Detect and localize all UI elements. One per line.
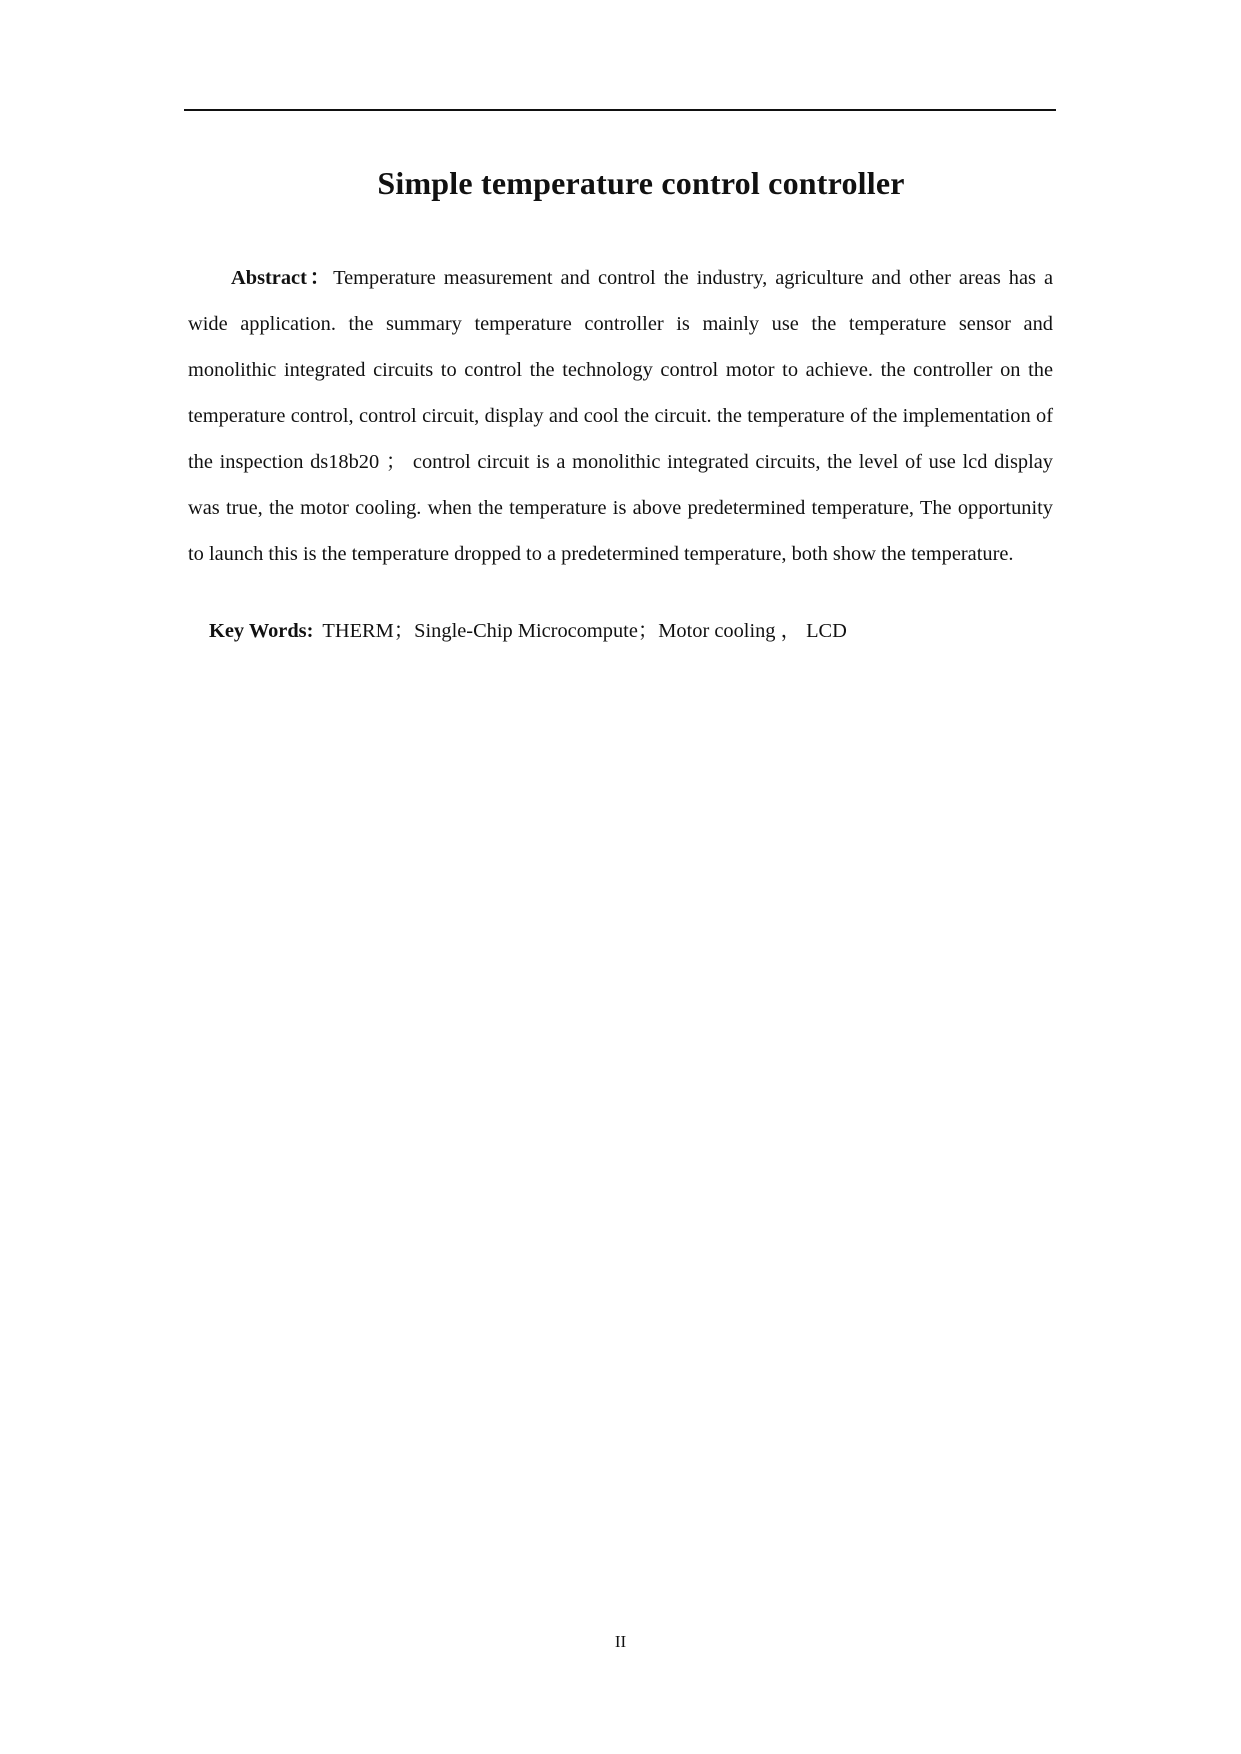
- abstract-label: Abstract：: [231, 267, 334, 289]
- keywords-line: [209, 614, 1049, 648]
- document-title: Simple temperature control controller: [377, 165, 905, 201]
- page-number: II: [614, 1632, 627, 1651]
- header-rule: [184, 109, 1056, 111]
- abstract-paragraph: [188, 255, 1053, 577]
- abstract-text: Temperature measurement and control the industry, agriculture and other areas has a wide application. the summary temperature controller is mainly use the temperature sensor and monolithic integrated circuits to control the technology control motor to achieve. the controller on the temperature control, control circuit, display and cool the circuit. the temperature of the implementation of the inspection ds18b20 ； control circuit is a monolithic integrated circuits, the level of use lcd display was true, the motor cooling. when the temperature is above predetermined temperature, The opportunity to launch this is the temperature dropped to a predetermined temperature, both show the temperature.: [188, 267, 1053, 565]
- keywords-label: Key Words:: [209, 620, 314, 642]
- keywords-text: THERM；Single-Chip Microcompute；Motor cooling ， LCD: [322, 620, 847, 642]
